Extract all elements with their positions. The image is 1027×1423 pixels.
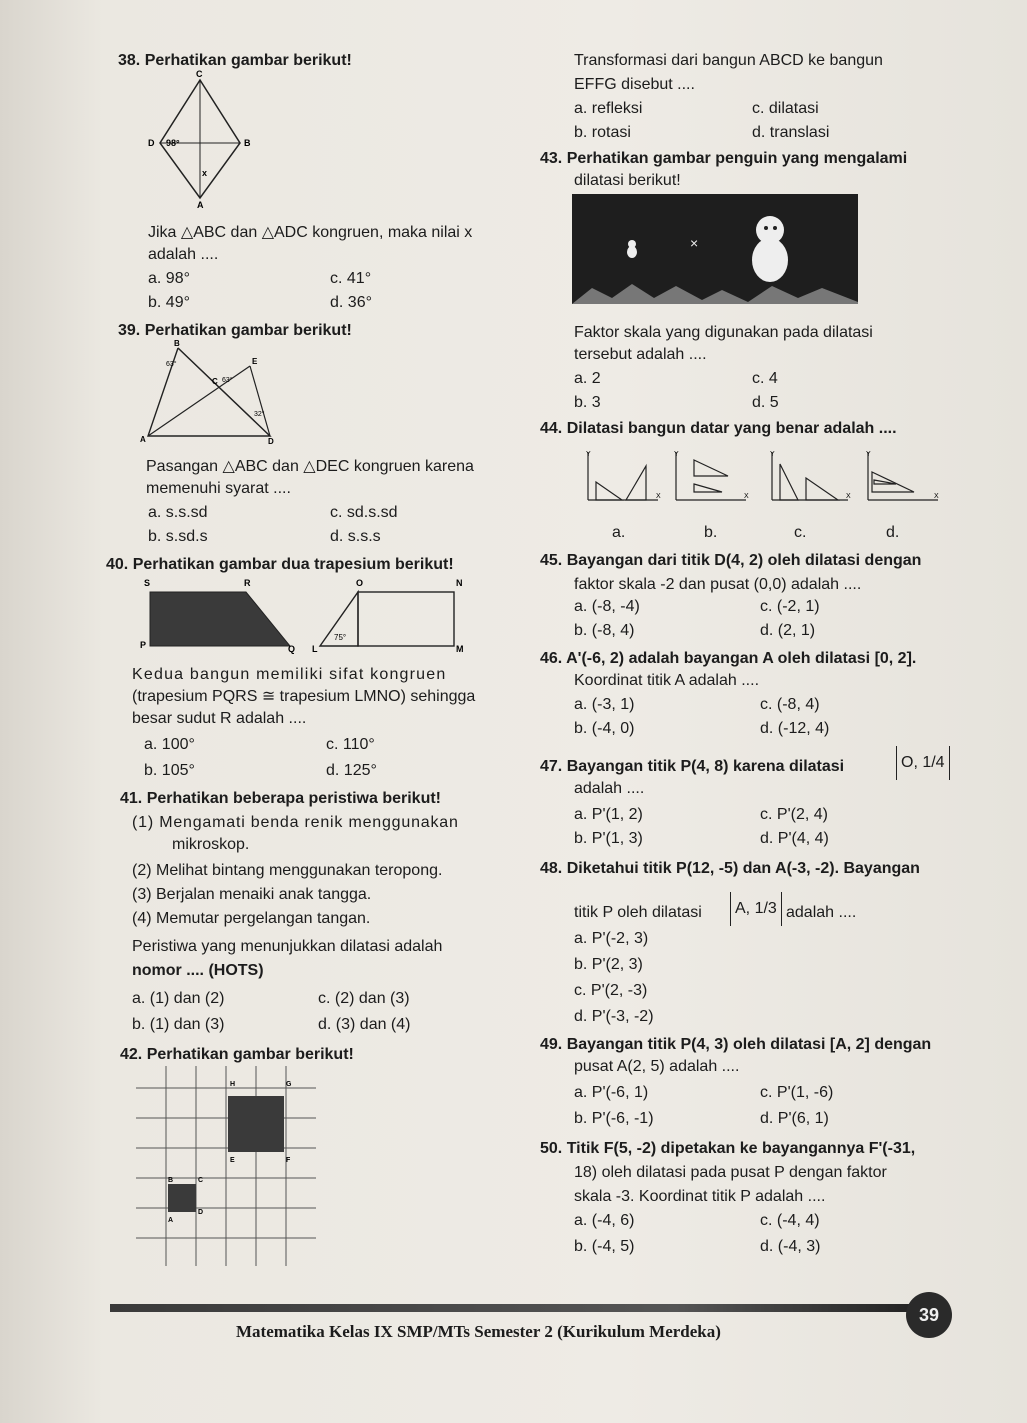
q42-option-d[interactable]: d. translasi bbox=[752, 124, 830, 141]
q38-angle-d: 98° bbox=[166, 138, 180, 148]
q42-option-a[interactable]: a. refleksi bbox=[574, 100, 643, 117]
q50-option-a[interactable]: a. (-4, 6) bbox=[574, 1212, 635, 1229]
q42-stem-1: Transformasi dari bangun ABCD ke bangun bbox=[574, 52, 883, 69]
q39-option-a[interactable]: a. s.s.sd bbox=[148, 504, 208, 521]
q43-penguin-picture bbox=[572, 194, 858, 304]
q38-label-b: B bbox=[244, 138, 251, 148]
q45-option-b[interactable]: b. (-8, 4) bbox=[574, 622, 635, 639]
q42-stem-2: EFFG disebut .... bbox=[574, 76, 695, 93]
q40-label-n: N bbox=[456, 578, 463, 588]
q50-option-c[interactable]: c. (-4, 4) bbox=[760, 1212, 820, 1229]
q42-label-f: F bbox=[286, 1157, 291, 1164]
q38-stem-2: adalah .... bbox=[148, 246, 219, 263]
q48-title-2: titik P oleh dilatasi bbox=[574, 904, 702, 921]
q45-title-2: faktor skala -2 dan pusat (0,0) adalah .... bbox=[574, 576, 862, 593]
q42-grid-figure bbox=[136, 1066, 316, 1266]
q44-axis-x-b: X bbox=[744, 493, 749, 500]
q50-title: 50. Titik F(5, -2) dipetakan ke bayangannya F'(-31, bbox=[540, 1140, 916, 1157]
q39-angle-e: 63° bbox=[222, 377, 233, 384]
q39-triangles-figure bbox=[140, 338, 280, 446]
q43-option-b[interactable]: b. 3 bbox=[574, 394, 601, 411]
q41-item-3: (3) Berjalan menaiki anak tangga. bbox=[132, 886, 372, 903]
q40-stem-3: besar sudut R adalah .... bbox=[132, 710, 307, 727]
q41-option-c[interactable]: c. (2) dan (3) bbox=[318, 990, 410, 1007]
q46-title-2: Koordinat titik A adalah .... bbox=[574, 672, 760, 689]
q44-option-d[interactable]: d. bbox=[886, 524, 900, 541]
q40-trapezium-figure bbox=[140, 576, 470, 654]
q42-label-a: A bbox=[168, 1217, 174, 1224]
q47-option-c[interactable]: c. P'(2, 4) bbox=[760, 806, 828, 823]
q45-title: 45. Bayangan dari titik D(4, 2) oleh dilatasi dengan bbox=[540, 552, 922, 569]
q40-label-s: S bbox=[144, 578, 151, 588]
q39-label-e: E bbox=[252, 357, 258, 366]
q47-option-a[interactable]: a. P'(1, 2) bbox=[574, 806, 643, 823]
q39-label-a: A bbox=[140, 435, 146, 444]
q40-label-o: O bbox=[356, 578, 364, 588]
q44-title: 44. Dilatasi bangun datar yang benar adalah .... bbox=[540, 420, 897, 437]
q39-option-d[interactable]: d. s.s.s bbox=[330, 528, 381, 545]
q44-axis-y-a: Y bbox=[586, 451, 591, 458]
q42-option-b[interactable]: b. rotasi bbox=[574, 124, 631, 141]
q39-label-c: C bbox=[212, 377, 218, 386]
q40-title: 40. Perhatikan gambar dua trapesium berikut! bbox=[106, 556, 454, 573]
q39-title: 39. Perhatikan gambar berikut! bbox=[118, 322, 352, 339]
q38-label-c: C bbox=[196, 69, 203, 79]
q40-stem-1: Kedua bangun memiliki sifat kongruen bbox=[132, 666, 447, 683]
q40-label-l: L bbox=[312, 644, 318, 654]
q44-options-figures bbox=[582, 448, 962, 510]
q38-label-a: A bbox=[197, 200, 204, 208]
q49-title-2: pusat A(2, 5) adalah .... bbox=[574, 1058, 740, 1075]
q42-title: 42. Perhatikan gambar berikut! bbox=[120, 1046, 354, 1063]
q38-kite-figure bbox=[140, 68, 260, 208]
q46-option-d[interactable]: d. (-12, 4) bbox=[760, 720, 830, 737]
q40-label-q: Q bbox=[288, 644, 296, 654]
q43-title-2: dilatasi berikut! bbox=[574, 172, 681, 189]
q50-title-3: skala -3. Koordinat titik P adalah .... bbox=[574, 1188, 826, 1205]
q43-stem-2: tersebut adalah .... bbox=[574, 346, 707, 363]
q38-option-a[interactable]: a. 98° bbox=[148, 270, 190, 287]
q44-option-c[interactable]: c. bbox=[794, 524, 807, 541]
q40-label-r: R bbox=[244, 578, 251, 588]
q49-option-b[interactable]: b. P'(-6, -1) bbox=[574, 1110, 654, 1127]
q43-title: 43. Perhatikan gambar penguin yang mengalami bbox=[540, 150, 908, 167]
q47-dilation-matrix: O, 1/4 bbox=[896, 746, 950, 780]
q38-stem-1: Jika △ABC dan △ADC kongruen, maka nilai x bbox=[148, 224, 473, 241]
q46-option-b[interactable]: b. (-4, 0) bbox=[574, 720, 635, 737]
q48-dilation-matrix: A, 1/3 bbox=[730, 892, 782, 926]
q39-stem-1: Pasangan △ABC dan △DEC kongruen karena bbox=[146, 458, 474, 475]
q40-option-d[interactable]: d. 125° bbox=[326, 762, 377, 779]
q38-option-b[interactable]: b. 49° bbox=[148, 294, 190, 311]
q41-item-4: (4) Memutar pergelangan tangan. bbox=[132, 910, 371, 927]
q44-axis-x-a: X bbox=[656, 493, 661, 500]
q39-angle-b: 63° bbox=[166, 361, 177, 368]
q45-option-c[interactable]: c. (-2, 1) bbox=[760, 598, 820, 615]
q44-axis-y-b: Y bbox=[674, 451, 679, 458]
q48-title: 48. Diketahui titik P(12, -5) dan A(-3, -2). Bayangan bbox=[540, 860, 920, 877]
q49-option-d[interactable]: d. P'(6, 1) bbox=[760, 1110, 829, 1127]
q47-title-2: adalah .... bbox=[574, 780, 645, 797]
q43-option-c[interactable]: c. 4 bbox=[752, 370, 778, 387]
q43-option-d[interactable]: d. 5 bbox=[752, 394, 779, 411]
q44-axis-y-d: Y bbox=[866, 451, 871, 458]
q39-option-b[interactable]: b. s.sd.s bbox=[148, 528, 208, 545]
q43-option-a[interactable]: a. 2 bbox=[574, 370, 601, 387]
q49-title: 49. Bayangan titik P(4, 3) oleh dilatasi [A, 2] dengan bbox=[540, 1036, 932, 1053]
q46-option-c[interactable]: c. (-8, 4) bbox=[760, 696, 820, 713]
q47-option-d[interactable]: d. P'(4, 4) bbox=[760, 830, 829, 847]
q48-option-c[interactable]: c. P'(2, -3) bbox=[574, 982, 648, 999]
footer-bar bbox=[110, 1304, 920, 1312]
q42-label-c: C bbox=[198, 1177, 204, 1184]
q41-title: 41. Perhatikan beberapa peristiwa berikut! bbox=[120, 790, 442, 807]
q40-option-a[interactable]: a. 100° bbox=[144, 736, 195, 753]
q41-item-2: (2) Melihat bintang menggunakan teropong. bbox=[132, 862, 443, 879]
q45-option-a[interactable]: a. (-8, -4) bbox=[574, 598, 640, 615]
q38-title: 38. Perhatikan gambar berikut! bbox=[118, 52, 352, 69]
q50-option-b[interactable]: b. (-4, 5) bbox=[574, 1238, 635, 1255]
q42-label-d: D bbox=[198, 1209, 204, 1216]
q41-option-a[interactable]: a. (1) dan (2) bbox=[132, 990, 225, 1007]
q42-label-b: B bbox=[168, 1177, 174, 1184]
q48-option-b[interactable]: b. P'(2, 3) bbox=[574, 956, 643, 973]
q39-angle-c: 32° bbox=[254, 411, 265, 418]
q39-option-c[interactable]: c. sd.s.sd bbox=[330, 504, 398, 521]
q39-label-b: B bbox=[174, 339, 180, 348]
q39-stem-2: memenuhi syarat .... bbox=[146, 480, 291, 497]
q43-stem-1: Faktor skala yang digunakan pada dilatasi bbox=[574, 324, 873, 341]
q44-option-a[interactable]: a. bbox=[612, 524, 626, 541]
footer-title: Matematika Kelas IX SMP/MTs Semester 2 (Kurikulum Merdeka) bbox=[236, 1322, 721, 1341]
q50-title-2: 18) oleh dilatasi pada pusat P dengan faktor bbox=[574, 1164, 887, 1181]
q46-option-a[interactable]: a. (-3, 1) bbox=[574, 696, 635, 713]
q41-item-1: (1) Mengamati benda renik menggunakan bbox=[132, 814, 459, 831]
q44-axis-y-c: Y bbox=[770, 451, 775, 458]
q40-label-m: M bbox=[456, 644, 464, 654]
q38-option-d[interactable]: d. 36° bbox=[330, 294, 372, 311]
q49-option-c[interactable]: c. P'(1, -6) bbox=[760, 1084, 834, 1101]
q47-option-b[interactable]: b. P'(1, 3) bbox=[574, 830, 643, 847]
q44-axis-x-d: X bbox=[934, 493, 939, 500]
q40-label-p: P bbox=[140, 640, 147, 650]
q48-option-a[interactable]: a. P'(-2, 3) bbox=[574, 930, 649, 947]
q40-stem-2: (trapesium PQRS ≅ trapesium LMNO) sehingga bbox=[132, 688, 476, 705]
q44-axis-x-c: X bbox=[846, 493, 851, 500]
q42-label-h: H bbox=[230, 1081, 236, 1088]
q49-option-a[interactable]: a. P'(-6, 1) bbox=[574, 1084, 649, 1101]
q41-item-1-cont: mikroskop. bbox=[172, 836, 250, 853]
q42-label-e: E bbox=[230, 1157, 235, 1164]
q48-title-3: adalah .... bbox=[786, 904, 857, 921]
q43-center-mark: × bbox=[690, 235, 699, 251]
q41-stem-2: nomor .... (HOTS) bbox=[132, 962, 264, 979]
q42-label-g: G bbox=[286, 1081, 292, 1088]
q38-angle-x: x bbox=[202, 168, 208, 178]
page-number-badge: 39 bbox=[906, 1292, 952, 1338]
q38-option-c[interactable]: c. 41° bbox=[330, 270, 372, 287]
q47-title: 47. Bayangan titik P(4, 8) karena dilatasi bbox=[540, 758, 845, 775]
q40-option-c[interactable]: c. 110° bbox=[326, 736, 375, 753]
q40-option-b[interactable]: b. 105° bbox=[144, 762, 195, 779]
q40-angle-l: 75° bbox=[334, 633, 347, 642]
q41-option-b[interactable]: b. (1) dan (3) bbox=[132, 1016, 225, 1033]
q45-option-d[interactable]: d. (2, 1) bbox=[760, 622, 816, 639]
q50-option-d[interactable]: d. (-4, 3) bbox=[760, 1238, 821, 1255]
q39-label-d: D bbox=[268, 437, 274, 446]
q44-option-b[interactable]: b. bbox=[704, 524, 718, 541]
q46-title: 46. A'(-6, 2) adalah bayangan A oleh dilatasi [0, 2]. bbox=[540, 650, 917, 667]
q42-option-c[interactable]: c. dilatasi bbox=[752, 100, 819, 117]
q41-option-d[interactable]: d. (3) dan (4) bbox=[318, 1016, 411, 1033]
q48-option-d[interactable]: d. P'(-3, -2) bbox=[574, 1008, 654, 1025]
q41-stem-1: Peristiwa yang menunjukkan dilatasi adalah bbox=[132, 938, 443, 955]
q38-label-d: D bbox=[148, 138, 155, 148]
